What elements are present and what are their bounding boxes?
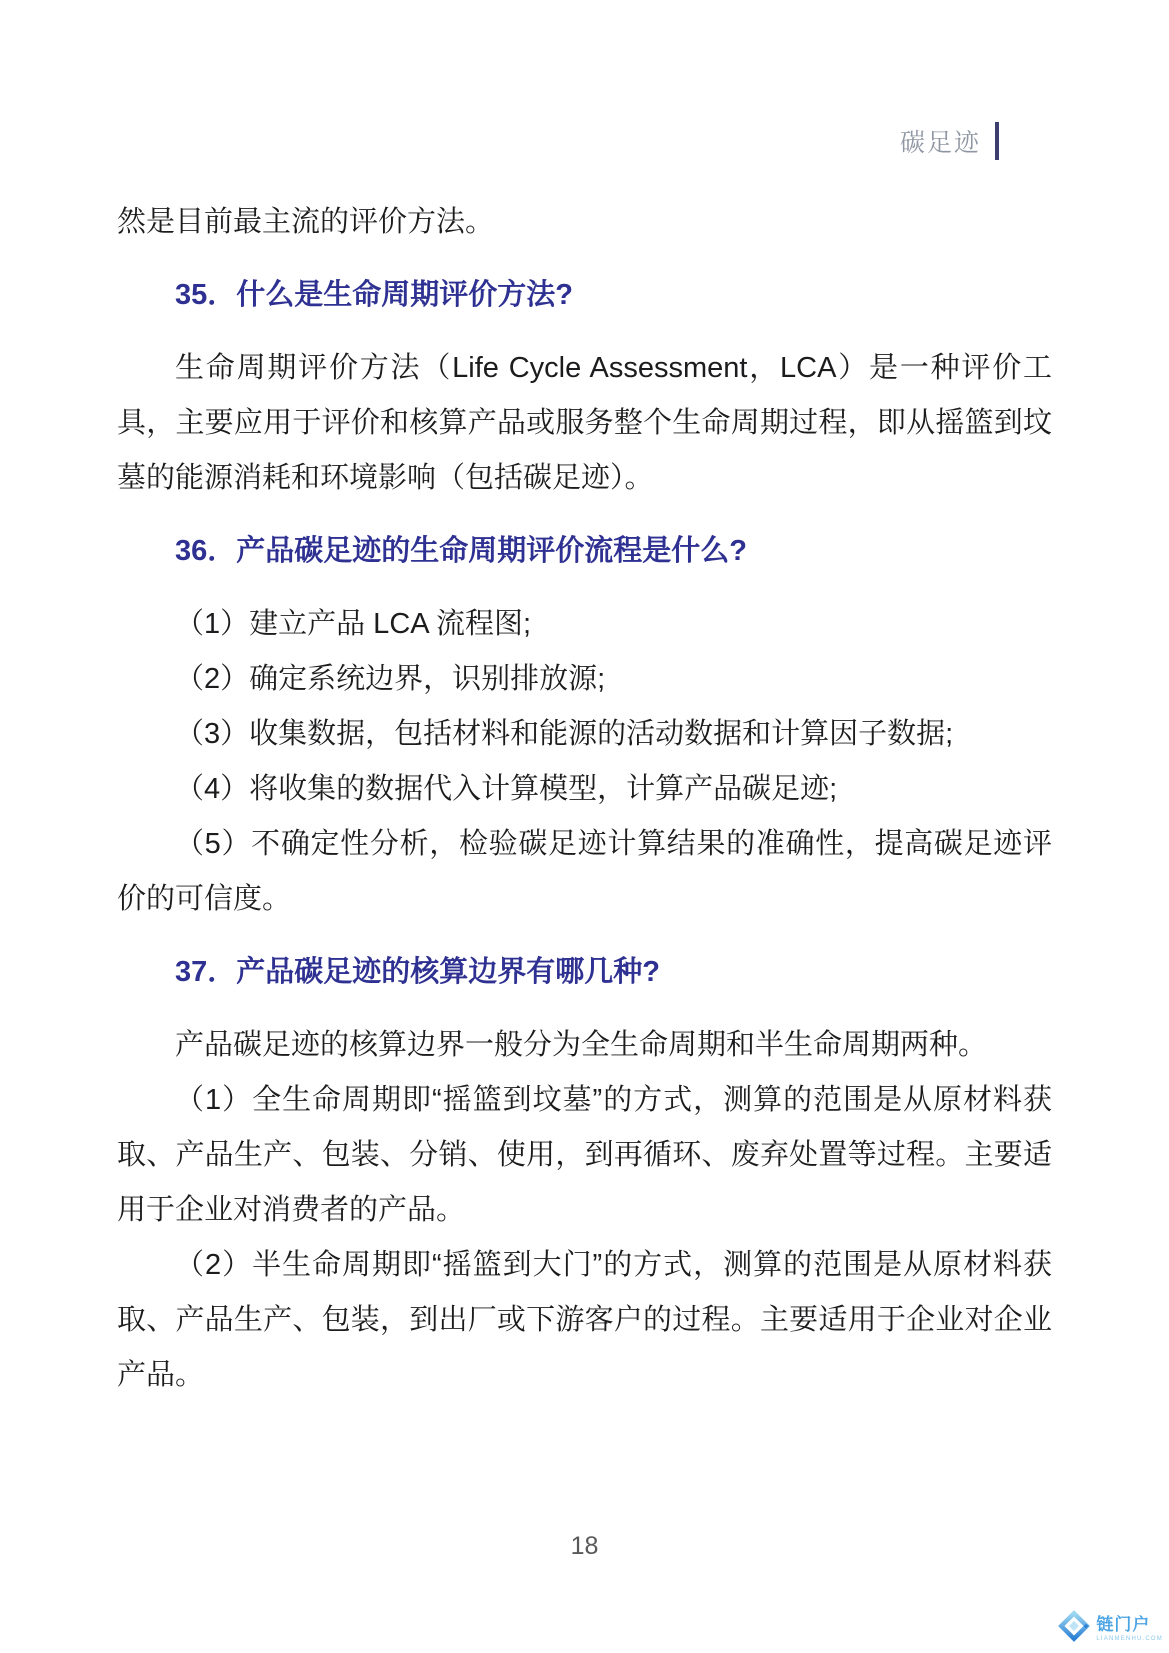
body-paragraph-half-lifecycle: （2）半生命周期即“摇篮到大门”的方式，测算的范围是从原材料获取、产品生产、包装，到出厂或下游客户的过程。主要适用于企业对企业产品。 — [117, 1249, 1052, 1391]
question-heading-35: 35．什么是生命周期评价方法? — [175, 279, 573, 311]
list-item-step-1: （1）建立产品 LCA 流程图; — [175, 608, 532, 640]
list-item-step-2: （2）确定系统边界，识别排放源; — [175, 663, 606, 695]
question-heading-36: 36．产品碳足迹的生命周期评价流程是什么? — [175, 535, 747, 567]
lianmenhu-logo-icon — [1057, 1609, 1091, 1648]
document-body — [117, 195, 1052, 1403]
site-watermark — [1057, 1609, 1163, 1648]
question-heading-37: 37．产品碳足迹的核算边界有哪几种? — [175, 956, 660, 988]
body-paragraph-continuation: 然是目前最主流的评价方法。 — [117, 206, 495, 238]
body-paragraph-boundary-intro: 产品碳足迹的核算边界一般分为全生命周期和半生命周期两种。 — [175, 1029, 988, 1061]
page-number: 18 — [570, 1532, 599, 1560]
header-divider-bar — [995, 122, 999, 160]
list-item-step-5: （5）不确定性分析，检验碳足迹计算结果的准确性，提高碳足迹评价的可信度。 — [117, 828, 1052, 915]
watermark-brand: 链门户 — [1096, 1614, 1151, 1634]
list-item-step-4: （4）将收集的数据代入计算模型，计算产品碳足迹; — [175, 773, 838, 805]
running-header — [900, 122, 999, 160]
body-paragraph-lca-definition: 生命周期评价方法（Life Cycle Assessment，LCA）是一种评价工具，主要应用于评价和核算产品或服务整个生命周期过程，即从摇篮到坟墓的能源消耗和环境影响（包括碳足迹）。 — [117, 352, 1052, 494]
watermark-domain: LIANMENHU.COM — [1096, 1635, 1163, 1642]
body-paragraph-full-lifecycle: （1）全生命周期即“摇篮到坟墓”的方式，测算的范围是从原材料获取、产品生产、包装、分销、使用，到再循环、废弃处置等过程。主要适用于企业对消费者的产品。 — [117, 1084, 1052, 1226]
section-label: 碳足迹 — [899, 129, 981, 157]
list-item-step-3: （3）收集数据，包括材料和能源的活动数据和计算因子数据; — [175, 718, 954, 750]
watermark-text — [1096, 1616, 1163, 1642]
